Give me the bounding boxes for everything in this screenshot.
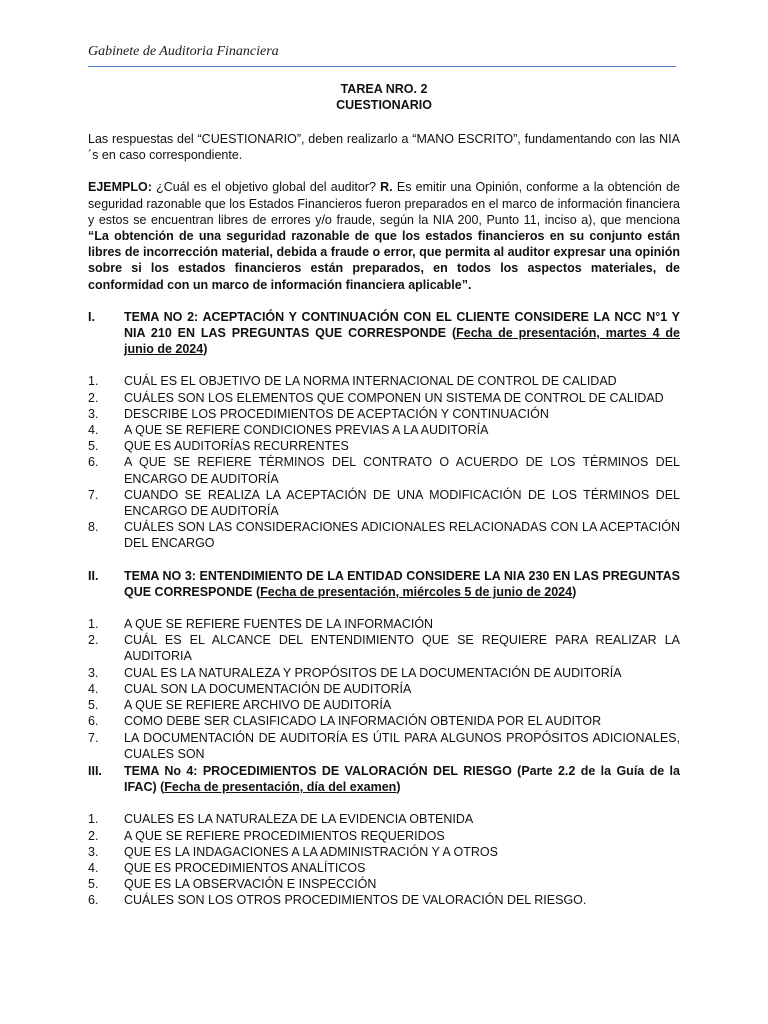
item-number: 7. <box>88 487 99 502</box>
document-subtitle: CUESTIONARIO <box>336 97 432 112</box>
section-date: Fecha de presentación, miércoles 5 de junio de 2024 <box>260 584 573 599</box>
item-number: 2. <box>88 390 99 405</box>
item-text: CUANDO SE REALIZA LA ACEPTACIÓN DE UNA MODIFICACIÓN DE LOS TÉRMINOS DEL ENCARGO DE AUDITORÍA <box>124 487 680 519</box>
list-item <box>88 730 680 762</box>
section-heading-2 <box>88 568 680 600</box>
section-heading-1 <box>88 309 680 358</box>
question-list-1 <box>88 373 680 551</box>
document-title: TAREA NRO. 2 <box>340 82 428 96</box>
item-number: 3. <box>88 406 99 421</box>
section-title: TEMA No 4: PROCEDIMIENTOS DE VALORACIÓN DEL RIESGO <box>124 763 512 778</box>
item-text: CUÁL ES EL OBJETIVO DE LA NORMA INTERNACIONAL DE CONTROL DE CALIDAD <box>124 374 617 389</box>
section-date: Fecha de presentación, martes 4 de junio de 2024 <box>124 326 681 357</box>
list-item <box>88 487 680 519</box>
item-number: 8. <box>88 520 99 535</box>
list-item <box>88 373 680 389</box>
item-text: CUAL ES LA NATURALEZA Y PROPÓSITOS DE LA DOCUMENTACIÓN DE AUDITORÍA <box>124 665 622 680</box>
example-paragraph <box>88 179 680 292</box>
paren-open: ( <box>156 780 165 795</box>
item-text: QUE ES PROCEDIMIENTOS ANALÍTICOS <box>124 860 366 875</box>
item-number: 6. <box>88 893 99 908</box>
question-list-3 <box>88 811 680 908</box>
paren-open: ( <box>252 584 261 599</box>
list-item <box>88 860 680 876</box>
section-number: I. <box>88 309 95 324</box>
intro-paragraph: Las respuestas del “CUESTIONARIO”, deben realizarlo a “MANO ESCRITO”, fundamentando con las NIA´s en caso correspondiente. <box>88 132 680 163</box>
item-number: 3. <box>88 665 99 680</box>
section-number: III. <box>88 763 102 778</box>
item-text: CUÁLES SON LOS ELEMENTOS QUE COMPONEN UN SISTEMA DE CONTROL DE CALIDAD <box>124 390 664 405</box>
item-text: QUE ES LA INDAGACIONES A LA ADMINISTRACIÓN Y A OTROS <box>124 844 498 859</box>
list-item <box>88 844 680 860</box>
item-number: 4. <box>88 681 99 696</box>
item-text: CUAL SON LA DOCUMENTACIÓN DE AUDITORÍA <box>124 681 412 696</box>
list-item <box>88 616 680 632</box>
example-answer: Es emitir una Opinión, conforme a la obtención de seguridad razonable que los Estados Financieros fueron preparados en el marco de información financiera y estos se encuentran libres de errores y/o fraude, según la NIA 200, Punto 11, inciso a), que menciona <box>88 180 680 227</box>
question-list-2 <box>88 616 680 762</box>
item-number: 5. <box>88 698 99 713</box>
answer-label: R. <box>380 180 393 195</box>
item-number: 3. <box>88 844 99 859</box>
item-text: CUALES ES LA NATURALEZA DE LA EVIDENCIA OBTENIDA <box>124 812 474 827</box>
section-title: TEMA NO 2: ACEPTACIÓN Y CONTINUACIÓN CON EL CLIENTE CONSIDERE LA NCC N°1 Y NIA 210 EN LAS PREGUNTAS QUE CORRESPONDE <box>124 309 680 341</box>
header-title: Gabinete de Auditoria Financiera <box>88 44 279 59</box>
item-text: COMO DEBE SER CLASIFICADO LA INFORMACIÓN OBTENIDA POR EL AUDITOR <box>124 714 602 729</box>
item-number: 2. <box>88 828 99 843</box>
list-item <box>88 665 680 681</box>
paren-open: ( <box>446 326 457 341</box>
item-text: CUÁLES SON LAS CONSIDERACIONES ADICIONALES RELACIONADAS CON LA ACEPTACIÓN DEL ENCARGO <box>124 520 680 551</box>
section-number: II. <box>88 568 99 583</box>
paren-close: ) <box>572 584 577 599</box>
item-text: A QUE SE REFIERE ARCHIVO DE AUDITORÍA <box>124 698 392 713</box>
example-question: ¿Cuál es el objetivo global del auditor? <box>151 180 381 195</box>
item-number: 2. <box>88 633 99 648</box>
list-item <box>88 697 680 713</box>
item-text: DESCRIBE LOS PROCEDIMIENTOS DE ACEPTACIÓN Y CONTINUACIÓN <box>124 406 549 421</box>
document-body <box>88 82 680 909</box>
item-text: CUÁL ES EL ALCANCE DEL ENTENDIMIENTO QUE SE REQUIERE PARA REALIZAR LA AUDITORIA <box>124 633 680 664</box>
list-item <box>88 811 680 827</box>
item-number: 5. <box>88 877 99 892</box>
item-text: QUE ES LA OBSERVACIÓN E INSPECCIÓN <box>124 877 377 892</box>
item-number: 4. <box>88 860 99 875</box>
section-date: Fecha de presentación, día del examen <box>164 780 397 795</box>
list-item <box>88 454 680 486</box>
list-item <box>88 438 680 454</box>
item-number: 4. <box>88 423 99 438</box>
item-text: QUE ES AUDITORÍAS RECURRENTES <box>124 439 349 454</box>
item-number: 6. <box>88 455 99 470</box>
item-number: 1. <box>88 617 99 632</box>
list-item <box>88 892 680 908</box>
list-item <box>88 406 680 422</box>
example-quote: “La obtención de una seguridad razonable de que los estados financieros en su conjunto están libres de incorrección material, debida a fraude o error, que permita al auditor expresar una opinión sobre si los estados financieros están preparados, en todos los aspectos materiales, de conformidad con un marco de información financiera aplicable”. <box>88 229 680 292</box>
item-text: A QUE SE REFIERE PROCEDIMIENTOS REQUERIDOS <box>124 828 445 843</box>
paren-close: ) <box>396 780 401 795</box>
list-item <box>88 422 680 438</box>
item-text: CUÁLES SON LOS OTROS PROCEDIMIENTOS DE VALORACIÓN DEL RIESGO. <box>124 893 587 908</box>
item-number: 5. <box>88 439 99 454</box>
list-item <box>88 876 680 892</box>
list-item <box>88 713 680 729</box>
item-number: 6. <box>88 714 99 729</box>
list-item <box>88 632 680 664</box>
list-item <box>88 681 680 697</box>
section-heading-3 <box>88 763 680 795</box>
page-header <box>88 44 676 67</box>
list-item <box>88 828 680 844</box>
item-text: LA DOCUMENTACIÓN DE AUDITORÍA ES ÚTIL PARA ALGUNOS PROPÓSITOS ADICIONALES, CUALES SON <box>124 730 680 761</box>
item-number: 1. <box>88 374 99 389</box>
list-item <box>88 519 680 551</box>
example-label: EJEMPLO: <box>88 180 152 195</box>
paren-close: ) <box>203 342 208 357</box>
item-number: 1. <box>88 812 99 827</box>
item-text: A QUE SE REFIERE TÉRMINOS DEL CONTRATO O ACUERDO DE LOS TÉRMINOS DEL ENCARGO DE AUDITORÍA <box>124 455 680 486</box>
section-title: TEMA NO 3: ENTENDIMIENTO DE LA ENTIDAD CONSIDERE LA NIA 230 EN LAS PREGUNTAS QUE CORRESPONDE <box>124 568 680 599</box>
item-text: A QUE SE REFIERE FUENTES DE LA INFORMACIÓN <box>124 617 434 632</box>
list-item <box>88 390 680 406</box>
item-text: A QUE SE REFIERE CONDICIONES PREVIAS A LA AUDITORÍA <box>124 423 489 438</box>
item-number: 7. <box>88 730 99 745</box>
section-reference: (Parte 2.2 de la Guía de la IFAC) <box>124 763 680 795</box>
